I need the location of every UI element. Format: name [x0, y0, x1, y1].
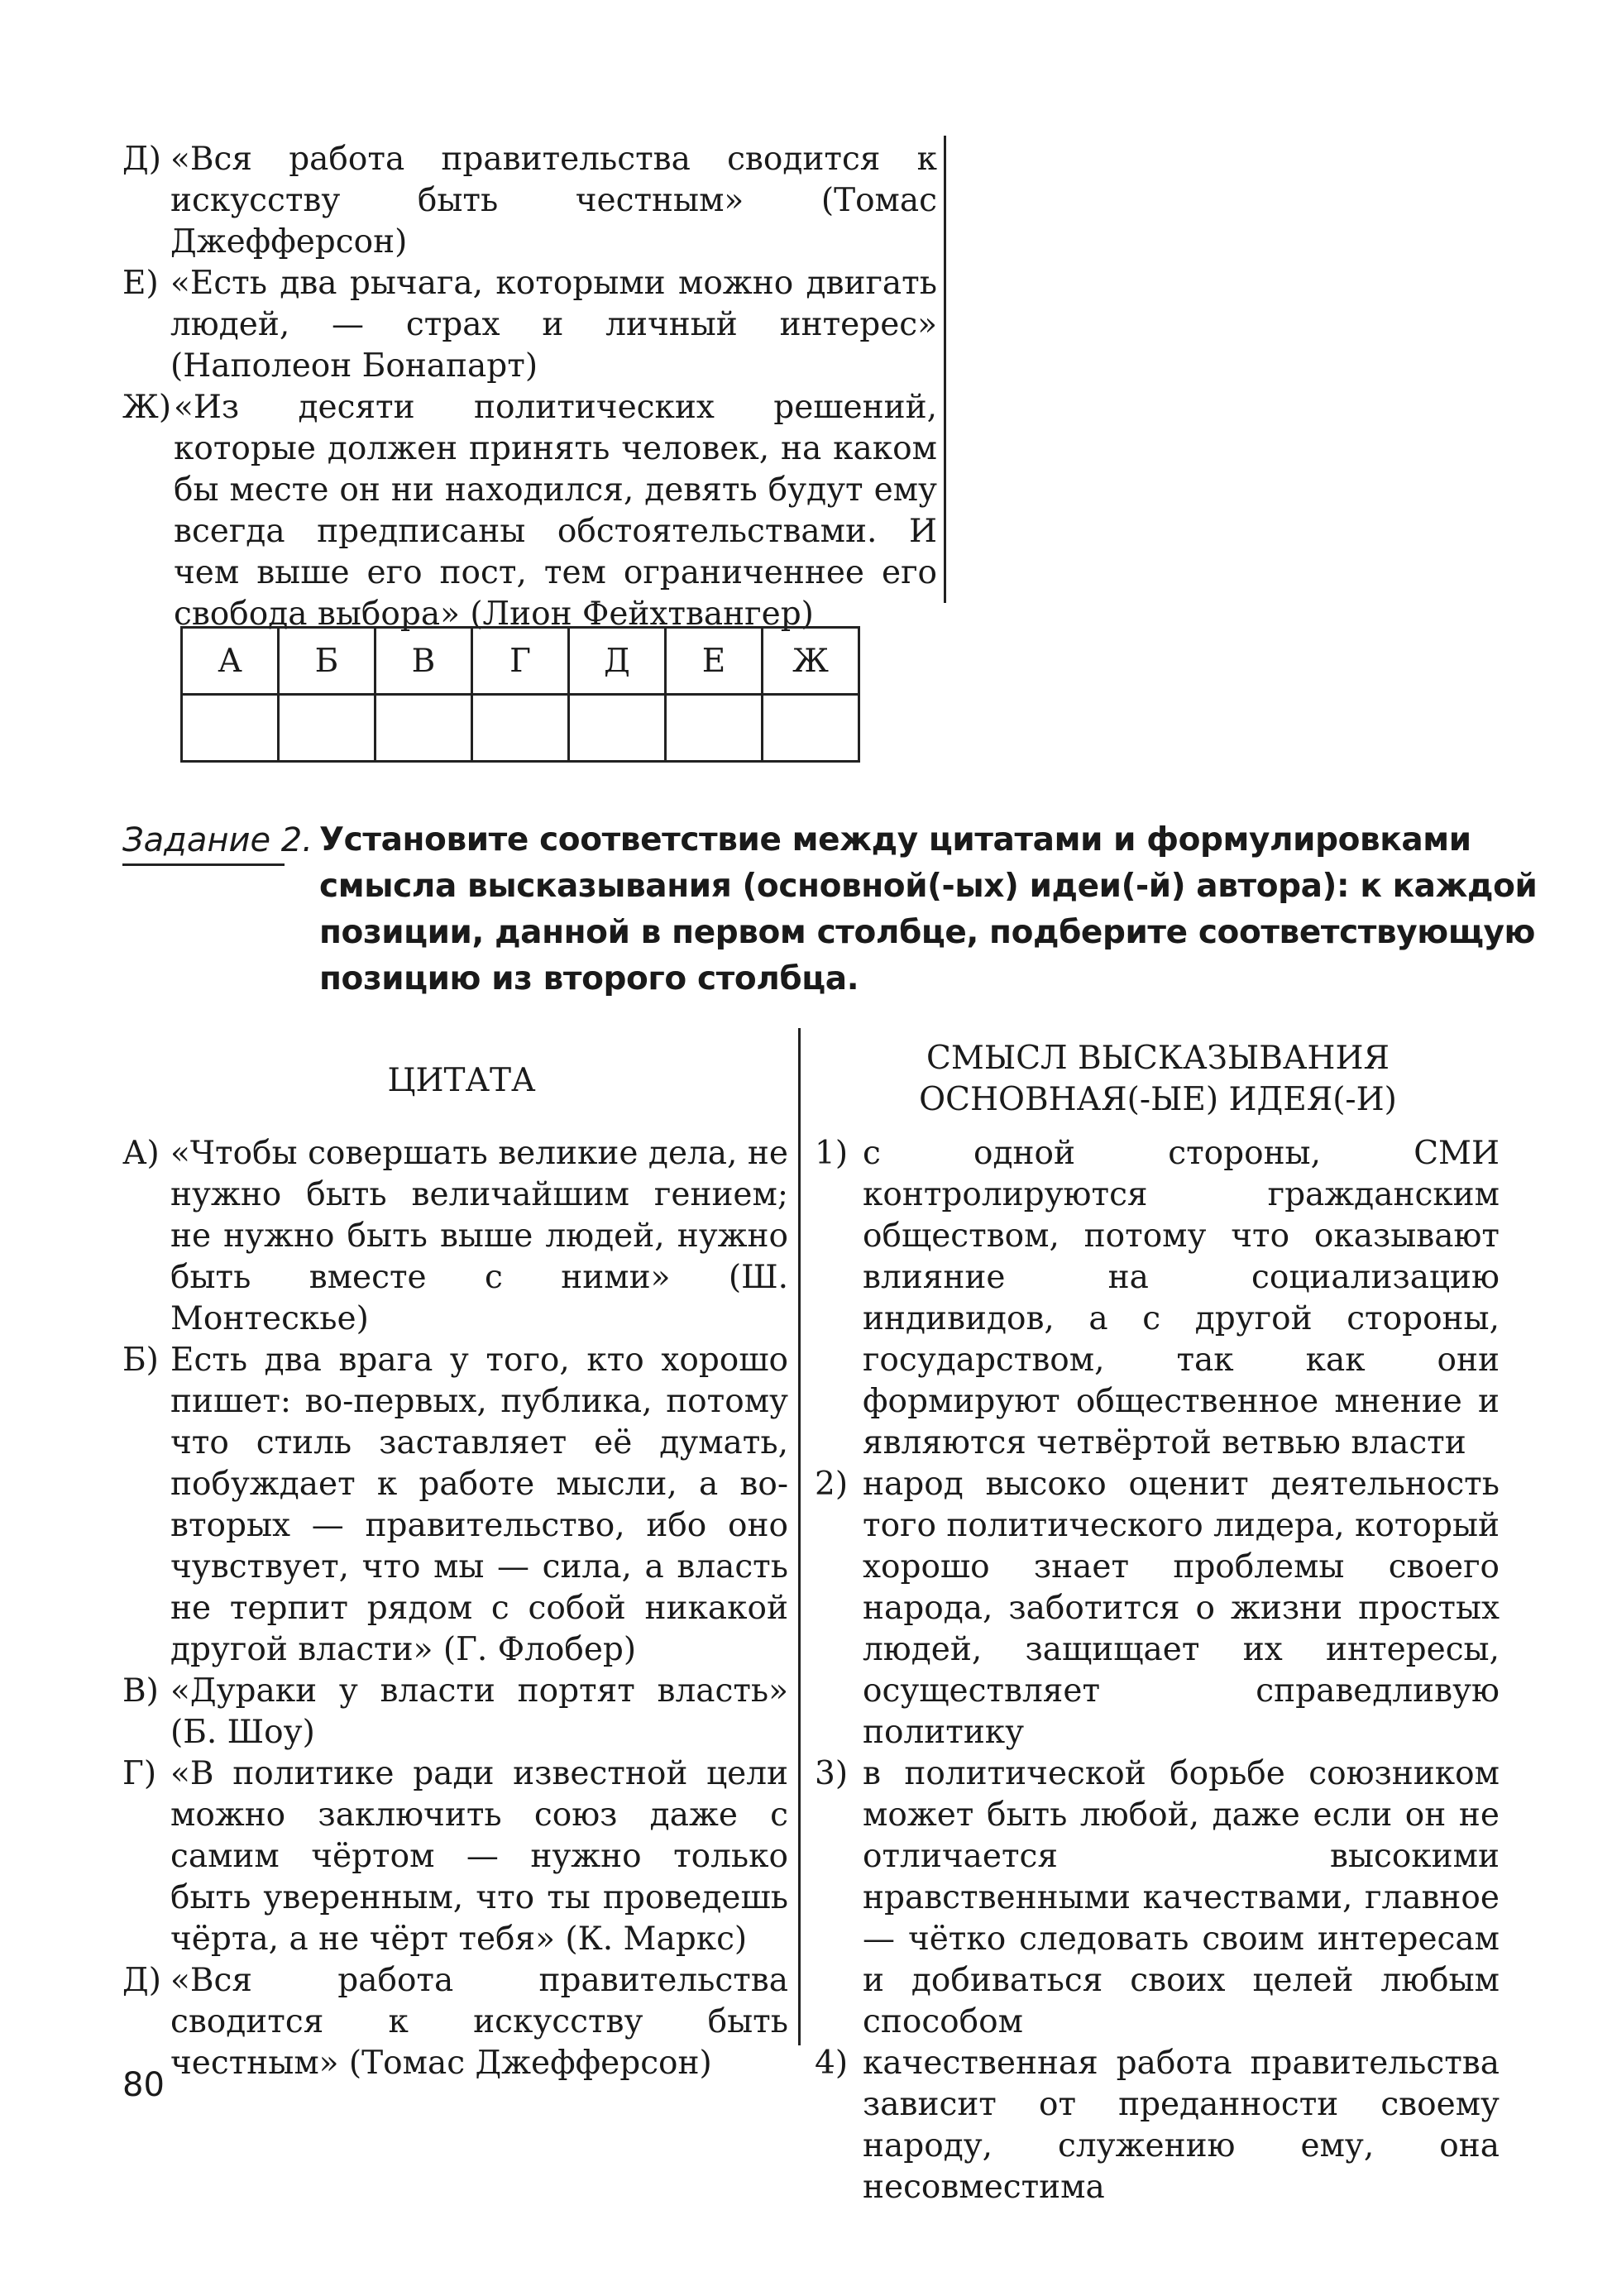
column-header-meaning-line1: СМЫСЛ ВЫСКАЗЫВАНИЯ	[926, 1040, 1390, 1077]
quote-item	[122, 1340, 788, 1671]
item-text: «Вся работа правительства сводится к искусству быть честным» (Томас Джефферсон)	[170, 1962, 788, 2082]
item-text: с одной стороны, СМИ контролируются гражданским обществом, потому что оказывают влияние на социализацию индивидов, а с другой стороны, государством, так как они формируют общественное мнение и являются четвёртой ветвью власти	[863, 1135, 1500, 1461]
answer-header-cell: Б	[279, 628, 375, 695]
item-text: в политической борьбе союзником может быть любой, даже если он не отличается высокими нравственными качествами, главное — чётко следовать своим интересам и добиваться своих целей любым способом	[863, 1755, 1500, 2040]
item-marker: А)	[122, 1135, 160, 1172]
item-marker: 3)	[815, 1755, 849, 1792]
answer-header-cell: В	[375, 628, 472, 695]
item-text: народ высоко оценит деятельность того политического лидера, который хорошо знает проблемы своего народа, заботится о жизни простых людей, защищает их интересы, осуществляет справедливую политику	[863, 1466, 1500, 1751]
item-marker: Д)	[122, 1962, 161, 1999]
meaning-item	[815, 1133, 1500, 1464]
item-marker: Ж)	[122, 389, 172, 426]
task-instruction: Установите соответствие между цитатами и формулировками смысла высказывания (основной(-ых) идеи(-й) автора): к каждой позиции, данной в первом столбце, подберите соответствующую позицию из второго столбца.	[319, 821, 1538, 997]
answer-cell[interactable]	[763, 695, 859, 762]
item-marker: Е)	[122, 265, 159, 302]
answer-cell[interactable]	[182, 695, 279, 762]
answer-header-cell: Г	[472, 628, 569, 695]
meaning-list	[815, 1133, 1500, 2208]
answer-header-cell: А	[182, 628, 279, 695]
page-number: 80	[122, 2066, 165, 2104]
item-text: «Вся работа правительства сводится к искусству быть честным» (Томас Джефферсон)	[170, 141, 937, 261]
item-text: Есть два врага у того, кто хорошо пишет: во-первых, публика, потому что стиль заставляет её думать, побуждает к работе мысли, а во-вторых — правительство, ибо оно чувствует, что мы — сила, а власть не терпит рядом с собой никакой другой власти» (Г. Флобер)	[170, 1342, 788, 1668]
item-text: «Чтобы совершать великие дела, не нужно быть величайшим гением; не нужно быть выше людей, нужно быть вместе с ними» (Ш. Монтескье)	[170, 1135, 788, 1337]
item-text: «Из десяти политических решений, которые должен принять человек, на каком бы месте он ни находился, девять будут ему всегда предписаны обстоятельствами. И чем выше его пост, тем ограниченнее его свобода выбора» (Лион Фейхтвангер)	[174, 389, 937, 633]
answer-header-cell: Д	[569, 628, 666, 695]
item-marker: Д)	[122, 141, 161, 178]
column-header-meaning	[815, 1038, 1501, 1121]
item-marker: Б)	[122, 1342, 159, 1379]
item-marker: В)	[122, 1672, 159, 1710]
task-label-underline	[122, 863, 285, 866]
meaning-item	[815, 1753, 1500, 2043]
list-item	[122, 263, 937, 387]
answer-table-header-row	[182, 628, 859, 695]
list-item	[122, 387, 937, 635]
task-label: Задание 2.	[122, 821, 313, 859]
quote-item	[122, 1133, 788, 1340]
item-text: «Есть два рычага, которыми можно двигать людей, — страх и личный интерес» (Наполеон Бонапарт)	[170, 265, 937, 385]
answer-table	[180, 626, 860, 763]
quote-item	[122, 1671, 788, 1753]
item-text: «В политике ради известной цели можно заключить союз даже с самим чёртом — нужно только быть уверенным, что ты проведешь чёрта, а не чёрт тебя» (К. Маркс)	[170, 1755, 788, 1958]
item-marker: 4)	[815, 2045, 849, 2082]
column-divider	[798, 1028, 801, 2045]
quote-item	[122, 1960, 788, 2084]
answer-cell[interactable]	[472, 695, 569, 762]
item-text: качественная работа правительства зависит от преданности своему народу, служению ему, она несовместима	[863, 2045, 1500, 2206]
quote-list	[122, 1133, 788, 2084]
item-marker: 1)	[815, 1135, 849, 1172]
answer-cell[interactable]	[569, 695, 666, 762]
quote-item	[122, 1753, 788, 1960]
column-divider	[944, 136, 946, 603]
answer-cell[interactable]	[279, 695, 375, 762]
top-quote-list	[122, 139, 937, 635]
list-item	[122, 139, 937, 263]
meaning-item	[815, 1464, 1500, 1753]
item-marker: 2)	[815, 1466, 849, 1503]
answer-table-input-row	[182, 695, 859, 762]
answer-cell[interactable]	[375, 695, 472, 762]
answer-cell[interactable]	[666, 695, 763, 762]
answer-header-cell: Ж	[763, 628, 859, 695]
column-header-quote: ЦИТАТА	[387, 1062, 536, 1099]
column-header-meaning-line2: ОСНОВНАЯ(-ЫЕ) ИДЕЯ(-И)	[919, 1081, 1397, 1118]
item-text: «Дураки у власти портят власть» (Б. Шоу)	[170, 1672, 788, 1751]
item-marker: Г)	[122, 1755, 157, 1792]
answer-header-cell: Е	[666, 628, 763, 695]
meaning-item	[815, 2043, 1500, 2208]
